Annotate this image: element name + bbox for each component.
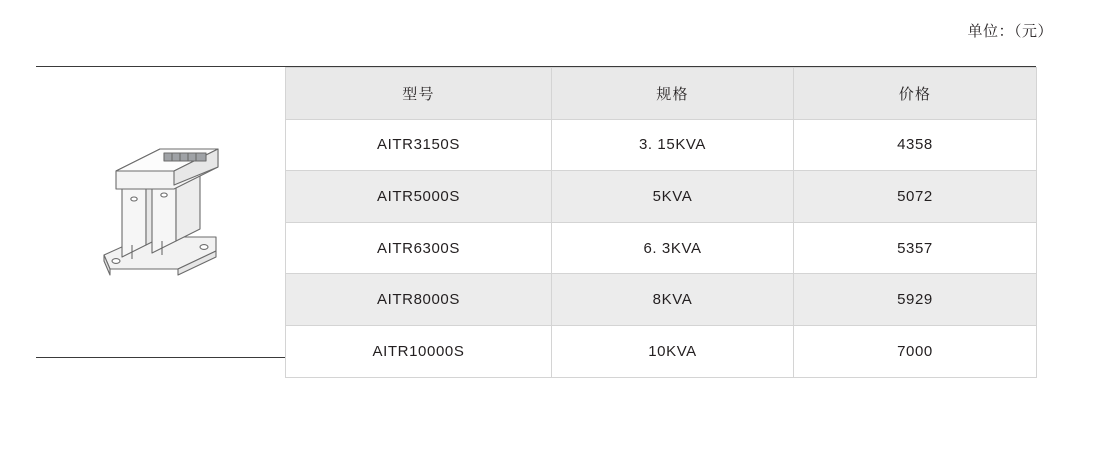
cell-price: 4358 [794,119,1037,171]
table-row [286,325,1037,377]
cell-model: AITR8000S [286,274,552,326]
cell-spec: 8KVA [552,274,794,326]
cell-model: AITR3150S [286,119,552,171]
column-header-model: 型号 [286,68,552,120]
table-header-row [286,68,1037,120]
product-spec-block [36,66,1036,358]
table-row [286,119,1037,171]
cell-price: 5929 [794,274,1037,326]
column-header-price: 价格 [794,68,1037,120]
cell-model: AITR5000S [286,171,552,223]
table-row [286,274,1037,326]
cell-price: 5357 [794,222,1037,274]
spec-table [285,67,1037,378]
cell-price: 7000 [794,325,1037,377]
cell-model: AITR10000S [286,325,552,377]
spec-table-wrapper [285,67,1036,378]
product-image-cell [36,67,285,357]
column-header-spec: 规格 [552,68,794,120]
transformer-illustration-icon [86,127,236,297]
unit-note: 单位：（元） [967,23,1053,40]
cell-spec: 5KVA [552,171,794,223]
cell-spec: 10KVA [552,325,794,377]
cell-price: 5072 [794,171,1037,223]
cell-spec: 6. 3KVA [552,222,794,274]
cell-spec: 3. 15KVA [552,119,794,171]
table-row [286,171,1037,223]
table-row [286,222,1037,274]
cell-model: AITR6300S [286,222,552,274]
